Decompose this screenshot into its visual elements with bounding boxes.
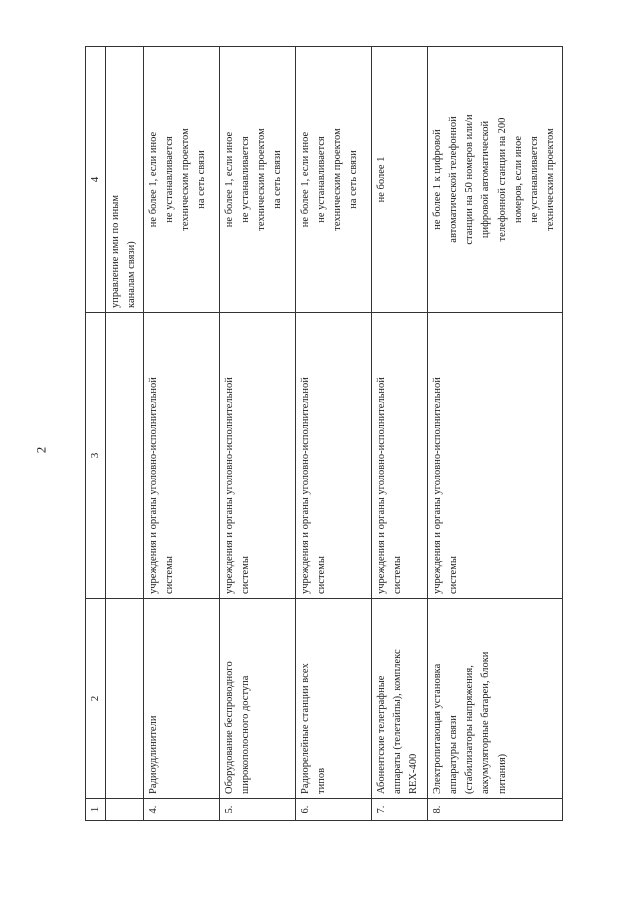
equipment-name: Радиоудлинители — [147, 715, 159, 794]
equipment-name-cell — [143, 599, 219, 799]
equipment-name-cell — [427, 599, 562, 799]
page-number: 2 — [33, 446, 49, 454]
column-header-1: 1 — [86, 799, 106, 821]
equipment-name: Радиорелейные станции всех типов — [299, 663, 327, 794]
table-row — [219, 47, 295, 821]
limit-text: не более 1 — [375, 156, 387, 203]
user-cell — [219, 313, 295, 599]
user-cell — [427, 313, 562, 599]
limit-cell — [295, 47, 371, 313]
limit-cell — [143, 47, 219, 313]
row-number: 5. — [219, 799, 295, 821]
column-header-3: 3 — [86, 313, 106, 599]
rotated-table-frame — [85, 47, 557, 821]
table-row — [295, 47, 371, 821]
table-row — [143, 47, 219, 821]
table-container — [85, 47, 557, 821]
limit-cell — [219, 47, 295, 313]
user-text: учреждения и органы уголовно-исполнительной системы — [375, 377, 403, 594]
user-cell — [143, 313, 219, 599]
user-text: учреждения и органы уголовно-исполнительной системы — [431, 377, 459, 594]
equipment-name-cell — [371, 599, 427, 799]
user-text: учреждения и органы уголовно-исполнительной системы — [299, 377, 327, 594]
header-row — [86, 47, 106, 821]
row-number: 6. — [295, 799, 371, 821]
user-cell — [295, 313, 371, 599]
row-number: 4. — [143, 799, 219, 821]
table-row — [371, 47, 427, 821]
column-header-4: 4 — [86, 47, 106, 313]
continuation-text-cell — [106, 47, 144, 313]
equipment-name: Абонентские телеграфные аппараты (телетайпы), комплекс REX-400 — [375, 649, 420, 794]
equipment-name-cell — [295, 599, 371, 799]
continuation-empty-cell — [106, 599, 144, 799]
limit-text: не более 1, если иное не устанавливается техническим проектом на сеть связи — [223, 128, 284, 231]
continuation-row — [106, 47, 144, 821]
user-text: учреждения и органы уголовно-исполнительной системы — [147, 377, 175, 594]
user-text: учреждения и органы уголовно-исполнительной системы — [223, 377, 251, 594]
row-number: 8. — [427, 799, 562, 821]
row-number: 7. — [371, 799, 427, 821]
table-row — [427, 47, 562, 821]
equipment-name: Электропитающая установка аппаратуры связи (стабилизаторы напряжения, аккумуляторные батареи, блоки питания) — [431, 651, 508, 794]
equipment-table — [85, 46, 563, 821]
continuation-empty-cell — [106, 313, 144, 599]
limit-cell — [371, 47, 427, 313]
limit-text: не более 1, если иное не устанавливается техническим проектом на сеть связи — [147, 128, 208, 231]
column-header-2: 2 — [86, 599, 106, 799]
limit-text: не более 1 к цифровой автоматической телефонной станции на 50 номеров или/и цифровой автоматической телефонной станции на 200 номеров, если иное не устанавливается техническим проектом — [431, 114, 557, 245]
continuation-text: управление ими по иным каналам связи) — [110, 195, 138, 308]
continuation-empty-cell — [106, 799, 144, 821]
limit-text: не более 1, если иное не устанавливается техническим проектом на сеть связи — [299, 128, 360, 231]
user-cell — [371, 313, 427, 599]
equipment-name-cell — [219, 599, 295, 799]
limit-cell — [427, 47, 562, 313]
equipment-name: Оборудование беспроводного широкополосного доступа — [223, 661, 251, 794]
